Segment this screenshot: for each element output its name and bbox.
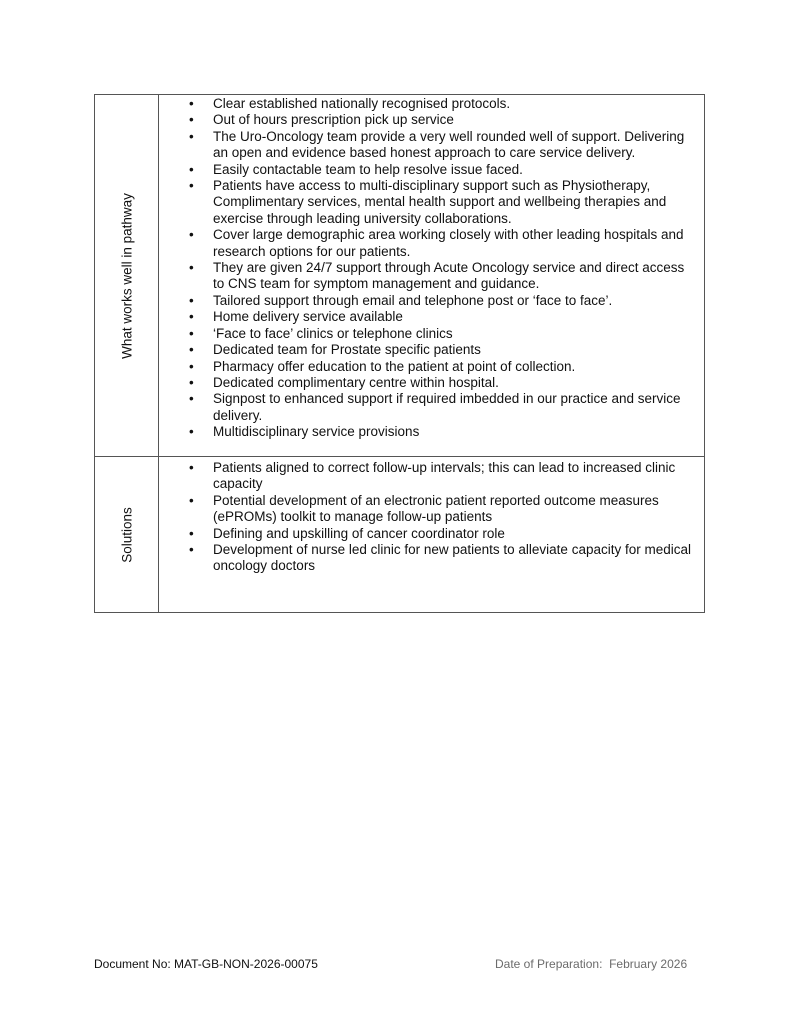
bullet-item: • Multidisciplinary service provisions xyxy=(213,424,696,440)
bullet-item: • They are given 24/7 support through Acute Oncology service and direct access to CNS team for symptom management and guidance. xyxy=(213,260,696,293)
bullet-item: • Cover large demographic area working closely with other leading hospitals and research options for our patients. xyxy=(213,227,696,260)
row-label-solutions: Solutions xyxy=(119,506,134,563)
bullet-item: • Dedicated complimentary centre within hospital. xyxy=(213,375,696,391)
row-label-what-works-well: What works well in pathway xyxy=(119,192,134,359)
bullet-item: • Defining and upskilling of cancer coordinator role xyxy=(213,526,696,542)
bullet-list-solutions xyxy=(213,460,696,575)
bullet-item: • Home delivery service available xyxy=(213,309,696,325)
table-row-solutions xyxy=(95,457,704,612)
bullet-item: • Out of hours prescription pick up service xyxy=(213,112,696,128)
row-content-cell xyxy=(159,457,704,612)
row-content-cell xyxy=(159,95,704,456)
bullet-item: • Patients have access to multi-disciplinary support such as Physiotherapy, Complimentary services, mental health support and wellbeing therapies and exercise through leading university collaborations. xyxy=(213,178,696,227)
bullet-item: • Patients aligned to correct follow-up intervals; this can lead to increased clinic capacity xyxy=(213,460,696,493)
bullet-item: • Pharmacy offer education to the patient at point of collection. xyxy=(213,359,696,375)
bullet-list-what-works-well xyxy=(213,96,696,441)
bullet-item: • Development of nurse led clinic for new patients to alleviate capacity for medical oncology doctors xyxy=(213,542,696,575)
footer-document-number: Document No: MAT-GB-NON-2026-00075 xyxy=(94,957,318,971)
bullet-item: • Potential development of an electronic patient reported outcome measures (ePROMs) toolkit to manage follow-up patients xyxy=(213,493,696,526)
bullet-item: • Easily contactable team to help resolve issue faced. xyxy=(213,162,696,178)
bullet-item: • Dedicated team for Prostate specific patients xyxy=(213,342,696,358)
bullet-item: • ‘Face to face’ clinics or telephone clinics xyxy=(213,326,696,342)
row-label-cell xyxy=(95,457,159,612)
footer-date-of-preparation: Date of Preparation: February 2026 xyxy=(495,957,688,971)
bullet-item: • Tailored support through email and telephone post or ‘face to face’. xyxy=(213,293,696,309)
bullet-item: • Clear established nationally recognised protocols. xyxy=(213,96,696,112)
bullet-item: • The Uro-Oncology team provide a very well rounded well of support. Delivering an open and evidence based honest approach to care service delivery. xyxy=(213,129,696,162)
table-row-what-works-well xyxy=(95,95,704,457)
content-table xyxy=(94,94,705,613)
row-label-cell xyxy=(95,95,159,456)
bullet-item: • Signpost to enhanced support if required imbedded in our practice and service delivery. xyxy=(213,391,696,424)
